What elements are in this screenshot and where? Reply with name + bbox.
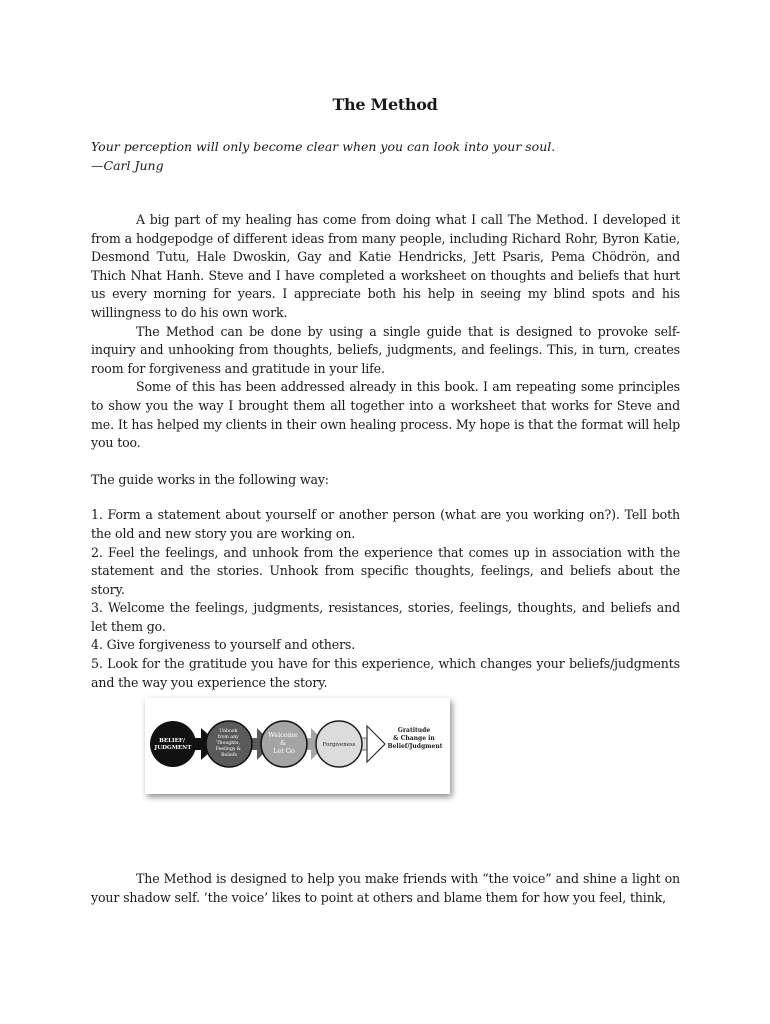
method-diagram — [145, 698, 450, 794]
paragraph: Some of this has been addressed already in this book. I am repeating some principles to show you the way I brought them all together into a worksheet that works for Steve and me. It has helped my clients in their own healing process. My hope is that the format will help you too. — [91, 379, 680, 451]
stage-label-line: Forgiveness — [322, 742, 356, 748]
step-item: 3. Welcome the feelings, judgments, resistances, stories, feelings, thoughts, and beliefs and let them go. — [91, 600, 680, 634]
page-title: The Method — [332, 95, 438, 114]
stage-label-line: BELIEF/ — [159, 738, 185, 744]
stage-label-line: Feelings & — [215, 747, 241, 752]
paragraph: The Method can be done by using a single guide that is designed to provoke self-inquiry and unhooking from thoughts, beliefs, judgments, and feelings. This, in turn, creates room for forgiveness and gratitude in your life. — [91, 323, 680, 376]
body-text — [91, 211, 680, 692]
stage-label — [154, 738, 193, 751]
guide-intro: The guide works in the following way: — [91, 471, 329, 487]
step-item: 5. Look for the gratitude you have for this experience, which changes your beliefs/judgments and the way you experience the story. — [91, 656, 680, 690]
step-item: 1. Form a statement about yourself or another person (what are you working on?). Tell both the old and new story you are working on. — [91, 507, 680, 541]
stage-label-line: Belief/Judgment — [387, 743, 443, 750]
step-item: 4. Give forgiveness to yourself and others. — [91, 637, 356, 653]
stage-label-line: from any — [217, 735, 239, 740]
stage-label-line: JUDGMENT — [154, 745, 192, 751]
stage-label — [388, 727, 443, 750]
stage-label-line: Unhook — [219, 729, 238, 734]
stage-label-line: Gratitude — [397, 727, 431, 734]
epigraph-quote: Your perception will only become clear when you can look into your soul. — [91, 139, 556, 154]
paragraph: A big part of my healing has come from doing what I call The Method. I developed it from a hodgepodge of different ideas from many people, including Richard Rohr, Byron Katie, Desmond Tutu, Hale Dwoskin, Gay and Katie Hendricks, Jett Psaris, Pema Chödrön, and Thich Nhat Hanh. Steve and I have completed a worksheet on thoughts and beliefs that hurt us every morning for years. I appreciate both his help in seeing my blind spots and his willingness to do his own work. — [91, 212, 680, 320]
body-text-continued — [91, 869, 680, 907]
epigraph-attribution: —Carl Jung — [91, 158, 164, 173]
method-diagram-svg — [145, 698, 450, 794]
paragraph: The Method is designed to help you make friends with “the voice” and shine a light on your shadow self. ’the voice’ likes to point at others and blame them for how you feel, think, — [91, 871, 680, 905]
stage-belief-judgment-circle — [150, 721, 196, 767]
stage-label-line: Beliefs — [221, 753, 237, 758]
stage-label-line: & Change in — [393, 735, 435, 742]
stage-label-line: Thoughts, — [216, 741, 240, 746]
stage-label-line: Welcome — [268, 731, 298, 739]
stage-label — [323, 742, 356, 748]
epigraph — [91, 137, 681, 175]
stage-label-line: & — [280, 739, 286, 747]
step-item: 2. Feel the feelings, and unhook from the experience that comes up in association with the statement and the stories. Unhook from specific thoughts, feelings, and beliefs about the story. — [91, 544, 680, 597]
stage-label-line: Let Go — [273, 747, 295, 755]
